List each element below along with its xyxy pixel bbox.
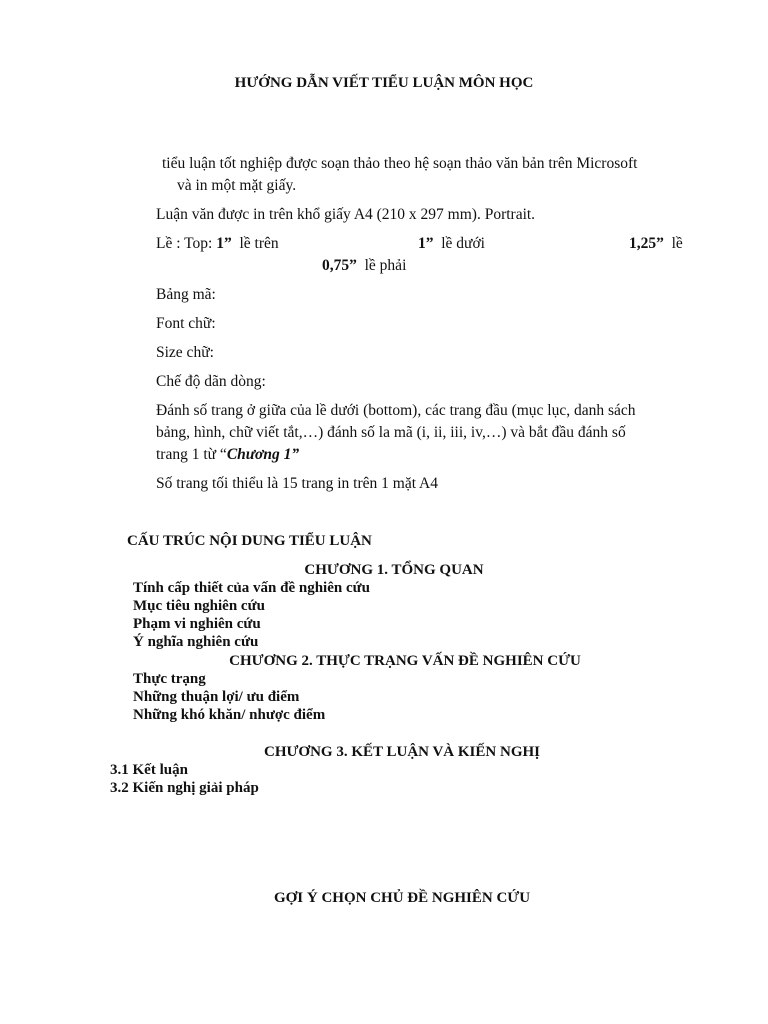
chapter-2-item: Thực trạng	[133, 671, 206, 687]
structure-heading: CẤU TRÚC NỘI DUNG TIỂU LUẬN	[127, 533, 372, 549]
margin-top-value: 1”	[216, 235, 232, 252]
margin-left-value: 1,25”	[629, 235, 664, 252]
margin-bottom-value: 1”	[418, 235, 434, 252]
chapter-1-item: Phạm vi nghiên cứu	[133, 616, 261, 632]
min-pages-text: Số trang tối thiểu là 15 trang in trên 1 mặt A4	[156, 475, 438, 492]
margin-bottom	[418, 233, 485, 255]
margin-top	[156, 233, 279, 255]
margin-top-label: lề trên	[239, 235, 279, 252]
page-title: HƯỚNG DẪN VIẾT TIỂU LUẬN MÔN HỌC	[234, 75, 534, 91]
topics-heading: GỢI Ý CHỌN CHỦ ĐỀ NGHIÊN CỨU	[273, 890, 531, 906]
size-label: Size chữ:	[156, 344, 214, 361]
chapter-1-item: Ý nghĩa nghiên cứu	[133, 634, 259, 650]
intro-line-2: và in một mặt giấy.	[177, 177, 297, 194]
margin-left	[629, 233, 683, 255]
font-label: Font chữ:	[156, 315, 216, 332]
chapter-3-item: 3.1 Kết luận	[110, 762, 188, 778]
chapter-1-emphasis: Chương 1”	[226, 446, 300, 463]
chapter-2-item: Những thuận lợi/ ưu điểm	[133, 689, 300, 705]
margin-bottom-label: lề dưới	[441, 235, 485, 252]
page-numbering-line-3	[156, 444, 299, 466]
page-numbering-line-2: bảng, hình, chữ viết tắt,…) đánh số la mã (i, ii, iii, iv,…) và bắt đầu đánh số	[156, 424, 626, 441]
intro-line-1: tiểu luận tốt nghiệp được soạn thảo theo hệ soạn thảo văn bản trên Microsoft	[162, 155, 638, 172]
margin-right-value: 0,75”	[322, 257, 357, 274]
page-numbering-line-1: Đánh số trang ở giữa của lề dưới (bottom), các trang đầu (mục lục, danh sách	[156, 402, 636, 419]
paper-size-text: Luận văn được in trên khổ giấy A4 (210 x 297 mm). Portrait.	[156, 206, 536, 223]
chapter-1-item: Mục tiêu nghiên cứu	[133, 598, 265, 614]
margin-right-label: lề phải	[364, 257, 407, 274]
margin-left-label: lề	[671, 235, 683, 252]
chapter-2-title: CHƯƠNG 2. THỰC TRẠNG VẤN ĐỀ NGHIÊN CỨU	[229, 653, 581, 669]
page-numbering-line-3-prefix: trang 1 từ “	[156, 446, 227, 463]
chapter-1-item: Tính cấp thiết của vấn đề nghiên cứu	[133, 580, 370, 596]
chapter-1-title: CHƯƠNG 1. TỔNG QUAN	[304, 562, 484, 578]
chapter-3-title: CHƯƠNG 3. KẾT LUẬN VÀ KIẾN NGHỊ	[263, 744, 540, 760]
chapter-2-item: Những khó khăn/ nhược điểm	[133, 707, 326, 723]
margin-prefix: Lề : Top:	[156, 235, 217, 252]
line-spacing-label: Chế độ dãn dòng:	[156, 373, 266, 390]
chapter-3-item: 3.2 Kiến nghị giải pháp	[110, 780, 259, 796]
margin-right	[322, 255, 406, 277]
encoding-label: Bảng mã:	[156, 286, 216, 303]
